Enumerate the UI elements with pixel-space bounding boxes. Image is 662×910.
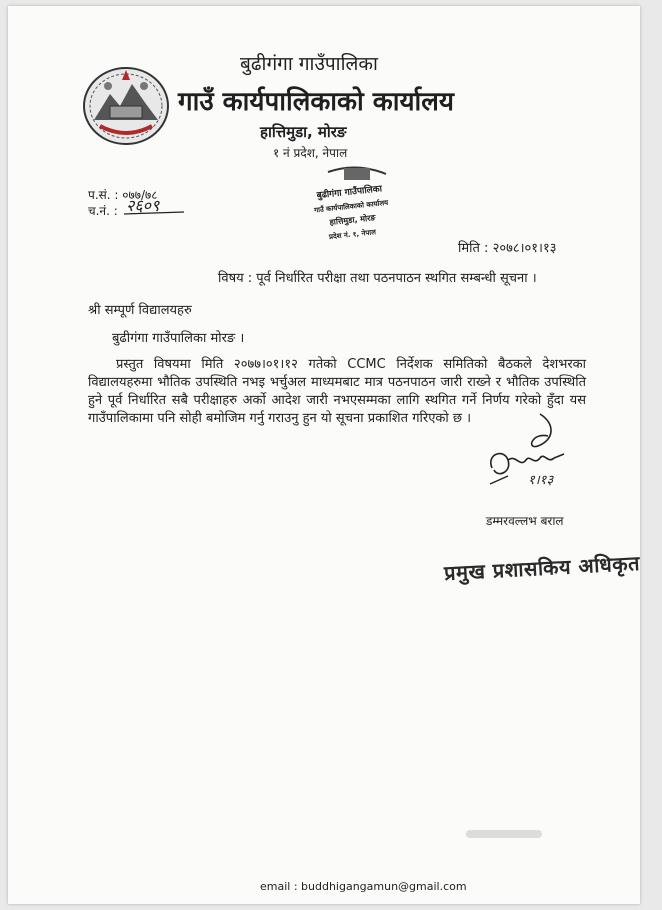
fiscal-year-ref: प.सं. : ०७७/७८: [88, 188, 158, 202]
dispatch-number-text: २६०९: [126, 196, 160, 215]
province-line: १ नं प्रदेश, नेपाल: [273, 146, 348, 160]
stamp-line-1: बुढीगंगा गाउँपालिका: [316, 184, 383, 202]
letter-recipient: श्री सम्पूर्ण विद्यालयहरु: [88, 303, 192, 318]
office-stamp-icon: [298, 164, 416, 246]
footer-email: email : buddhigangamun@gmail.com: [260, 880, 467, 893]
signer-title-stamp: प्रमुख प्रशासकिय अधिकृत: [443, 550, 641, 586]
letter-body: प्रस्तुत विषयमा मिति २०७७।०१।१२ गतेको CCMC निर्देशक समितिको बैठकले देशभरका विद्यालयहरुमा भौतिक उपस्थिति नभइ भर्चुअल माध्यमबाट मात्र पठनपाठन जारी राख्ने र भौतिक उपस्थिति हुने पूर्व निर्धारित सबै परीक्षाहरु अर्को आदेश जारी नभएसम्मका लागि स्थगित गर्ने निर्णय गरेको हुँदा यस गाउँपालिकामा पनि सोही बमोजिम गर्नु गराउनु हुन यो सूचना प्रकाशित गरिएको छ ।: [88, 357, 586, 426]
stamp-line-4: प्रदेश नं. १, नेपाल: [328, 228, 377, 242]
stamp-line-3: हात्तिमुडा, मोरङ: [329, 213, 376, 227]
letter-via: बुढीगंगा गाउँपालिका मोरङ ।: [112, 331, 245, 346]
scan-smudge-icon: [466, 826, 546, 842]
dispatch-number-handwritten: [124, 192, 186, 218]
letter-date: मिति : २०७८।०१।१३: [458, 241, 557, 256]
signature-date: १।१३: [528, 473, 554, 488]
dispatch-number-label: च.नं. :: [88, 204, 118, 218]
office-address: हात्तिमुडा, मोरङ: [260, 123, 347, 141]
nepal-government-emblem-icon: [80, 60, 172, 148]
signature-icon: [468, 406, 580, 506]
stamp-line-2: गाउँ कार्यपालिकाको कार्यालय: [313, 198, 389, 215]
municipality-name: बुढीगंगा गाउँपालिका: [240, 53, 378, 75]
letter-page: [8, 6, 640, 904]
office-name: गाउँ कार्यपालिकाको कार्यालय: [178, 87, 454, 117]
letter-subject: विषय : पूर्व निर्धारित परीक्षा तथा पठनपाठन स्थगित सम्बन्धी सूचना ।: [218, 271, 537, 286]
signer-name: डम्मरवल्लभ बराल: [486, 514, 564, 528]
